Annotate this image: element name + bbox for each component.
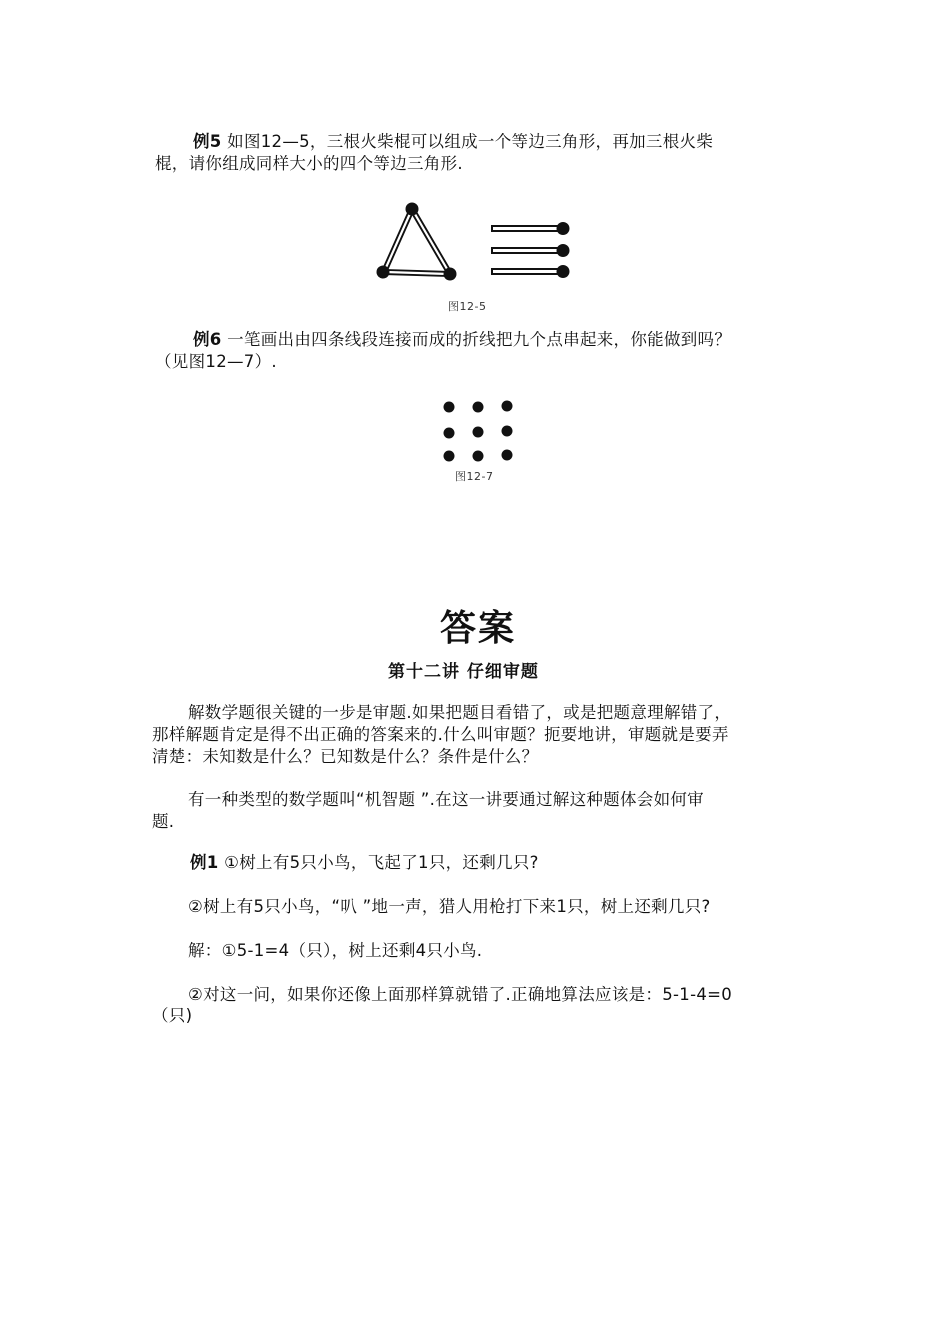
example1-solution2-line1: ②对这一问，如果你还像上面那样算就错了.正确地算法应该是：5-1-4=0 [188, 985, 733, 1004]
intro-line2: 那样解题肯定是得不出正确的答案来的.什么叫审题？扼要地讲，审题就是要弄 [152, 725, 729, 744]
example5-line1 [193, 131, 713, 153]
example6-text: 一笔画出由四条线段连接而成的折线把九个点串起来，你能做到吗？ [227, 330, 732, 349]
para2-line1: 有一种类型的数学题叫“机智题 ”.在这一讲要通过解这种题体会如何审 [188, 790, 704, 809]
example1-solution1: 解：①5-1=4（只），树上还剩4只小鸟. [188, 941, 483, 960]
example5-label: 例5 [193, 132, 222, 151]
lecture-title: 第十二讲 仔细审题 [388, 662, 539, 682]
figure-12-5-caption: 图12-5 [448, 300, 487, 313]
figure-12-7 [436, 396, 520, 466]
example6-line1 [193, 329, 731, 351]
figure-12-7-caption: 图12-7 [455, 470, 494, 483]
example1-label: 例1 [190, 853, 219, 872]
example5-text: 如图12—5，三根火柴棍可以组成一个等边三角形，再加三根火柴 [227, 132, 714, 151]
para2-line2: 题. [152, 812, 175, 831]
example6-label: 例6 [193, 330, 222, 349]
example5-line2: 棍，请你组成同样大小的四个等边三角形. [155, 154, 463, 173]
example1-question2: ②树上有5只小鸟，“叭 ”地一声，猎人用枪打下来1只，树上还剩几只? [188, 897, 711, 916]
example1-question1 [190, 852, 539, 874]
example1-q1-text: ①树上有5只小鸟，飞起了1只，还剩几只? [224, 853, 539, 872]
figure-12-5 [370, 198, 580, 288]
three-loose-matchsticks [491, 222, 570, 278]
example1-solution2-line2: （只) [152, 1006, 193, 1025]
intro-line1: 解数学题很关键的一步是审题.如果把题目看错了，或是把题意理解错了， [188, 703, 732, 722]
triangle-matchsticks [377, 203, 457, 281]
example6-line2: （见图12—7）. [155, 352, 277, 371]
intro-line3: 清楚：未知数是什么？已知数是什么？条件是什么？ [152, 747, 539, 766]
answer-title: 答案 [440, 607, 517, 649]
nine-dots-grid [444, 401, 513, 462]
